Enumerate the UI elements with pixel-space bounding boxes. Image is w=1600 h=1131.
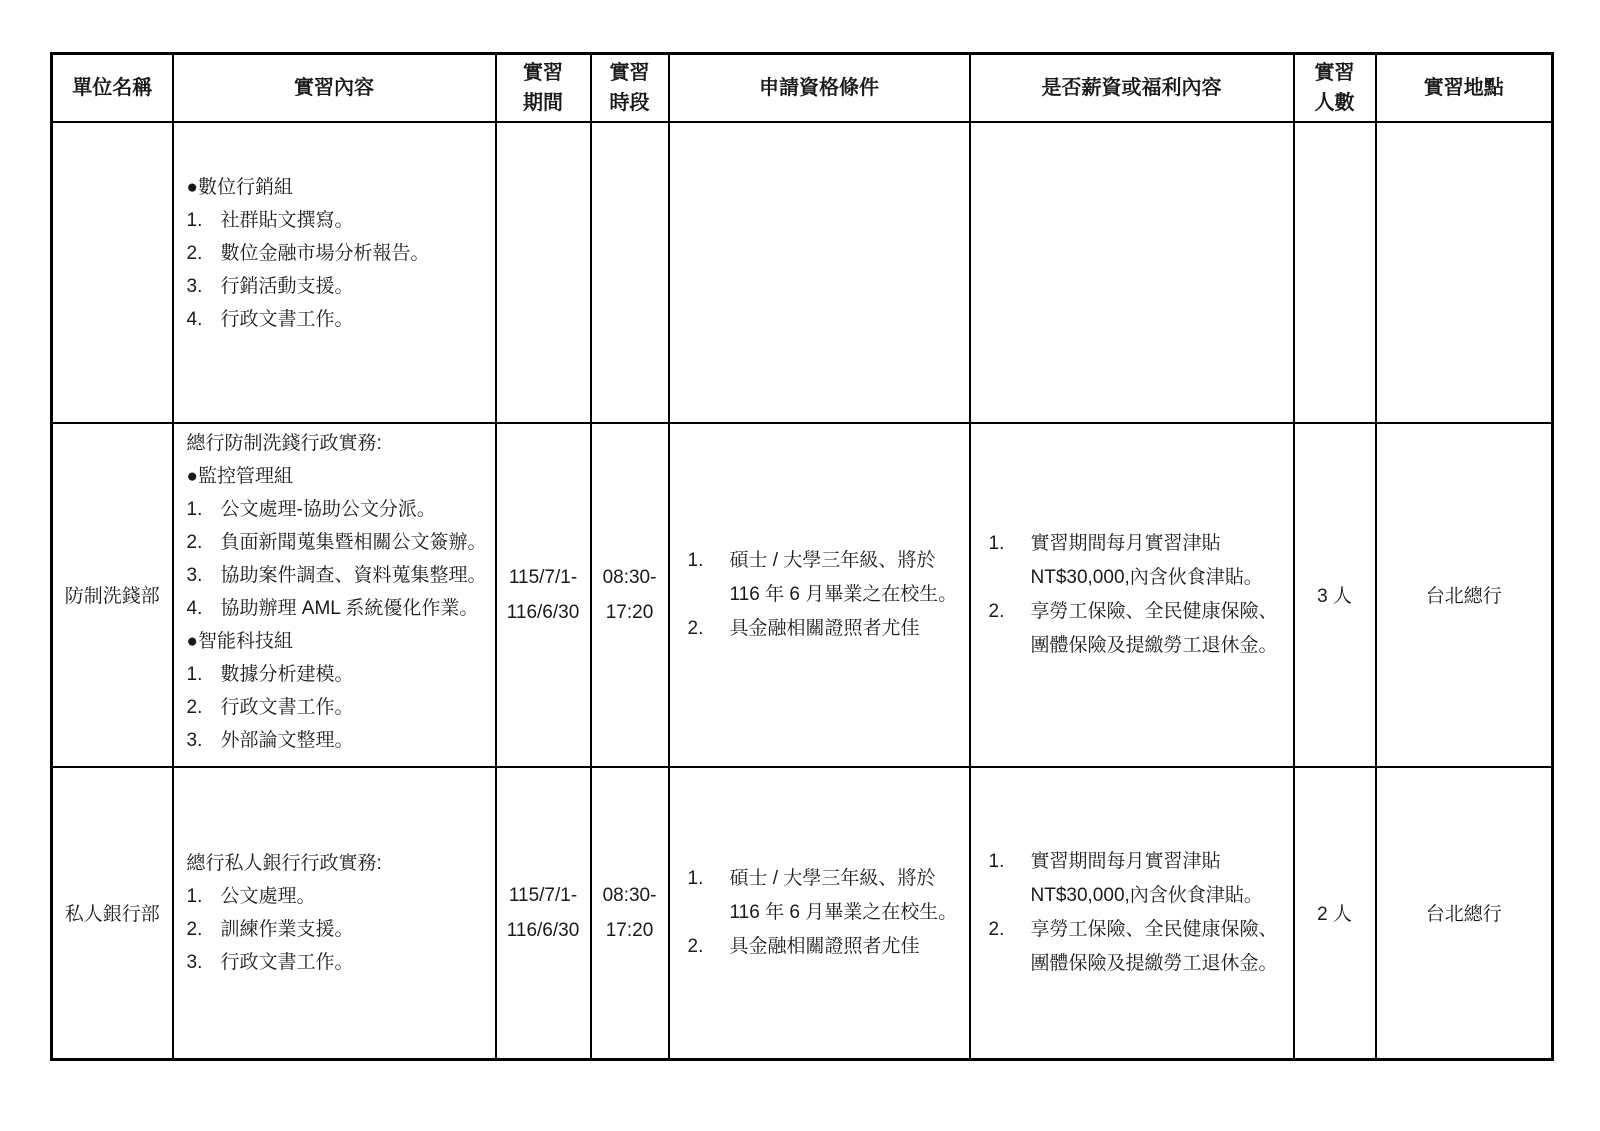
internship-table <box>50 52 1554 1061</box>
list-item-text: 外部論文整理。 <box>220 729 354 751</box>
location: 台北總行 <box>1425 586 1502 607</box>
content-line <box>187 847 491 880</box>
list-item <box>187 237 491 270</box>
period-end: 116/6/30 <box>506 601 580 623</box>
cell-salary <box>970 767 1294 1060</box>
location: 台北總行 <box>1425 904 1502 926</box>
period-start: 115/7/1- <box>508 566 578 588</box>
header-time <box>591 54 669 122</box>
list-number: 1. <box>988 850 1005 872</box>
content-line <box>187 171 491 204</box>
time-end: 17:20 <box>605 919 654 941</box>
cell-time <box>591 423 669 767</box>
header-period-label: 實習期間 <box>523 61 563 114</box>
header-qualification <box>669 54 970 122</box>
list-item <box>187 724 491 757</box>
list-number: 4. <box>186 308 203 330</box>
intern-count: 3 人 <box>1317 586 1352 607</box>
content-intro: 總行私人銀行行政實務: <box>186 852 382 874</box>
list-item <box>187 946 491 979</box>
unit-name: 防制洗錢部 <box>64 586 160 607</box>
list-item-text: 負面新聞蒐集暨相關公文簽辦。 <box>220 531 487 553</box>
list-item-text: 協助辦理 AML 系統優化作業。 <box>220 597 479 619</box>
list-item <box>688 862 965 930</box>
list-item-text: 行政文書工作。 <box>220 696 354 718</box>
content-intro: 總行防制洗錢行政實務: <box>186 432 382 454</box>
list-item <box>989 845 1289 913</box>
header-time-label: 實習時段 <box>609 61 650 114</box>
list-item-text: 行政文書工作。 <box>220 308 354 330</box>
cell-location <box>1376 423 1553 767</box>
list-item <box>187 493 491 526</box>
time-end: 17:20 <box>605 601 654 623</box>
cell-time <box>591 767 669 1060</box>
list-number: 2. <box>186 918 203 940</box>
list-item <box>688 612 965 646</box>
list-number: 2. <box>186 531 203 553</box>
text-line: NT$30,000,內含伙食津貼。 <box>1030 566 1263 588</box>
list-item <box>187 270 491 303</box>
table-row <box>52 423 1553 767</box>
list-item <box>989 527 1289 595</box>
list-item-text <box>1031 595 1278 663</box>
list-item <box>187 691 491 724</box>
text-line: 具金融相關證照者尤佳 <box>729 617 920 639</box>
list-item-text <box>1031 913 1278 981</box>
header-count <box>1294 54 1376 122</box>
header-qualification-label: 申請資格條件 <box>759 76 879 99</box>
content-line <box>187 625 491 658</box>
list-item <box>187 526 491 559</box>
text-line: 實習期間每月實習津貼 <box>1030 532 1221 554</box>
text-line: 碩士 / 大學三年級、將於 <box>729 867 936 889</box>
cell-count <box>1294 423 1376 767</box>
list-item <box>688 544 965 612</box>
table-row <box>52 767 1553 1060</box>
list-item-text: 公文處理。 <box>220 885 316 907</box>
cell-salary <box>970 122 1294 423</box>
content-line <box>187 427 491 460</box>
text-line: 116 年 6 月畢業之在校生。 <box>729 583 958 605</box>
list-number: 1. <box>186 209 203 231</box>
list-item <box>187 559 491 592</box>
list-item-text: 訓練作業支援。 <box>220 918 354 940</box>
list-number: 2. <box>988 600 1005 622</box>
header-location-label: 實習地點 <box>1423 76 1504 99</box>
list-item-text <box>730 862 958 930</box>
list-item-text: 協助案件調查、資料蒐集整理。 <box>220 564 487 586</box>
cell-period <box>496 423 591 767</box>
list-number: 1. <box>186 498 203 520</box>
group-title: ●數位行銷組 <box>186 176 293 198</box>
cell-period <box>496 122 591 423</box>
text-line: 116 年 6 月畢業之在校生。 <box>729 901 958 923</box>
list-number: 2. <box>687 617 704 639</box>
list-item-text: 行政文書工作。 <box>220 951 354 973</box>
period-end: 116/6/30 <box>506 919 580 941</box>
list-item <box>688 930 965 964</box>
text-line: 享勞工保險、全民健康保險、 <box>1030 918 1278 940</box>
header-content-label: 實習內容 <box>294 76 374 99</box>
list-item-text: 社群貼文撰寫。 <box>220 209 354 231</box>
cell-count <box>1294 122 1376 423</box>
cell-location <box>1376 122 1553 423</box>
cell-count <box>1294 767 1376 1060</box>
list-number: 1. <box>687 867 704 889</box>
header-unit-name <box>52 54 173 122</box>
list-number: 2. <box>687 935 704 957</box>
list-number: 2. <box>186 696 203 718</box>
list-item-text <box>1031 527 1263 595</box>
list-item-text <box>730 544 958 612</box>
text-line: 具金融相關證照者尤佳 <box>729 935 920 957</box>
unit-name: 私人銀行部 <box>64 904 160 926</box>
list-item <box>187 658 491 691</box>
period-start: 115/7/1- <box>508 884 578 906</box>
header-unit-name-label: 單位名稱 <box>72 76 153 99</box>
cell-qualification <box>669 423 970 767</box>
cell-content <box>173 122 496 423</box>
text-line: 團體保險及提繳勞工退休金。 <box>1030 634 1278 656</box>
list-number: 3. <box>186 729 203 751</box>
cell-period <box>496 767 591 1060</box>
list-item-text <box>1031 845 1263 913</box>
header-salary <box>970 54 1294 122</box>
header-content <box>173 54 496 122</box>
cell-time <box>591 122 669 423</box>
text-line: 碩士 / 大學三年級、將於 <box>729 549 936 571</box>
list-item-text: 公文處理-協助公文分派。 <box>220 498 436 520</box>
content-line <box>187 460 491 493</box>
list-item <box>187 880 491 913</box>
cell-qualification <box>669 767 970 1060</box>
list-item-text: 行銷活動支援。 <box>220 275 354 297</box>
header-location <box>1376 54 1553 122</box>
time-start: 08:30- <box>602 566 657 588</box>
list-item <box>187 303 491 336</box>
list-number: 3. <box>186 564 203 586</box>
cell-content <box>173 423 496 767</box>
list-number: 2. <box>988 918 1005 940</box>
cell-content <box>173 767 496 1060</box>
table-row <box>52 122 1553 423</box>
group-title: ●智能科技組 <box>186 630 293 652</box>
header-count-label: 實習人數 <box>1314 61 1355 114</box>
text-line: 團體保險及提繳勞工退休金。 <box>1030 952 1278 974</box>
cell-salary <box>970 423 1294 767</box>
text-line: 實習期間每月實習津貼 <box>1030 850 1221 872</box>
text-line: NT$30,000,內含伙食津貼。 <box>1030 884 1263 906</box>
header-period <box>496 54 591 122</box>
list-number: 3. <box>186 275 203 297</box>
list-number: 4. <box>186 597 203 619</box>
list-item-text: 數據分析建模。 <box>220 663 354 685</box>
cell-qualification <box>669 122 970 423</box>
list-number: 3. <box>186 951 203 973</box>
list-item-text <box>730 930 920 964</box>
header-row <box>52 54 1553 122</box>
text-line: 享勞工保險、全民健康保險、 <box>1030 600 1278 622</box>
time-start: 08:30- <box>602 884 657 906</box>
list-item-text <box>730 612 920 646</box>
list-item-text: 數位金融市場分析報告。 <box>220 242 430 264</box>
list-number: 1. <box>186 885 203 907</box>
list-number: 1. <box>687 549 704 571</box>
list-number: 1. <box>186 663 203 685</box>
header-salary-label: 是否薪資或福利內容 <box>1041 76 1222 99</box>
list-item <box>187 204 491 237</box>
cell-unit-name <box>52 767 173 1060</box>
cell-unit-name <box>52 122 173 423</box>
list-item <box>989 913 1289 981</box>
cell-location <box>1376 767 1553 1060</box>
list-number: 2. <box>186 242 203 264</box>
list-item <box>187 913 491 946</box>
intern-count: 2 人 <box>1317 904 1352 926</box>
cell-unit-name <box>52 423 173 767</box>
list-item <box>187 592 491 625</box>
list-item <box>989 595 1289 663</box>
group-title: ●監控管理組 <box>186 465 293 487</box>
list-number: 1. <box>988 532 1005 554</box>
